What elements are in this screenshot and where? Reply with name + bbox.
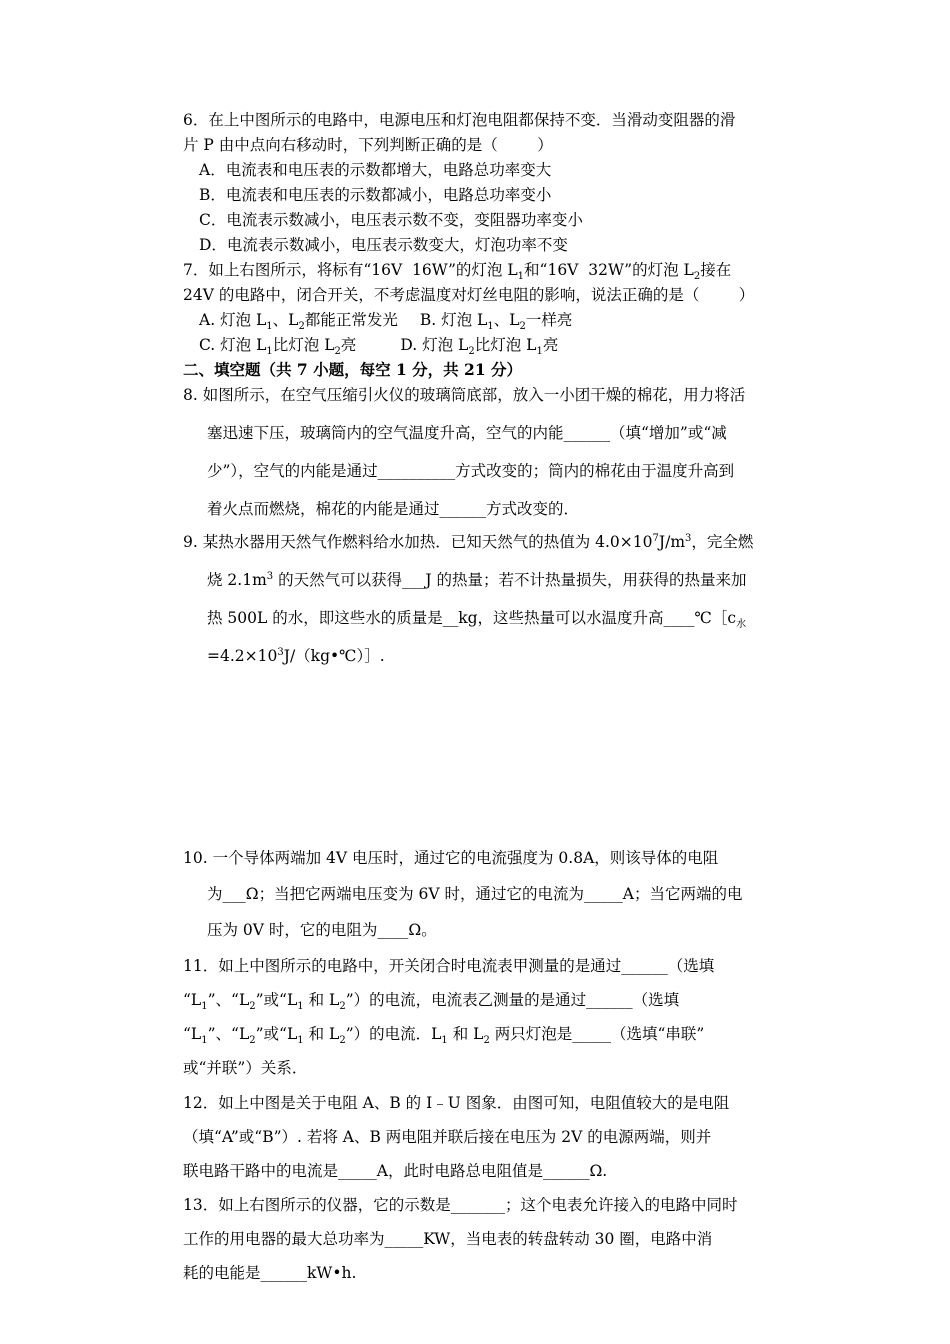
q11-line2: “$L_1$”、“$L_2$”或“$L_1$ 和 $L_2$”）的电流，电流表乙测量的是通过______（选填 <box>183 991 680 1013</box>
q9-line4: $=4.2\times 10^3J/(kg•℃)]$. <box>207 646 385 665</box>
q6-option-a: A．电流表和电压表的示数都增大，电路总功率变大 <box>199 161 552 179</box>
q6-option-b: B．电流表和电压表的示数都减小，电路总功率变小 <box>199 186 552 204</box>
q6-line1: 6．在上中图所示的电路中，电源电压和灯泡电阻都保持不变．当滑动变阻器的滑 <box>183 111 736 129</box>
q11-line3: “$L_1$”、“$L_2$”或“$L_1$ 和 $L_2$”）的电流．$L_1$ 和 $L_2$ 两只灯泡是_____（选填“串联” <box>183 1025 705 1047</box>
q8-line1: 8. 如图所示，在空气压缩引火仪的玻璃筒底部，放入一小团干燥的棉花，用力将活 <box>183 386 746 404</box>
q13-line1: 13．如上右图所示的仪器，它的示数是_______；这个电表允许接入的电路中同时 <box>183 1196 738 1214</box>
q10-line2: 为___Ω；当把它两端电压变为 6V 时，通过它的电流为_____A；当它两端的电 <box>207 885 743 903</box>
q12-line2: （填“A”或“B”）. 若将 A、B 两电阻并联后接在电压为 2V 的电源两端，则并 <box>183 1128 712 1146</box>
q9-line3: 热 500L 的水，即这些水的质量是__kg，这些热量可以水温度升高$\_\_\_\_℃[c_水$ <box>207 609 747 631</box>
q7-option-c: C. 灯泡 $L_1$比灯泡 $L_2$亮 <box>199 336 357 358</box>
section-title: 二、填空题（共 7 小题，每空 1 分，共 21 分） <box>183 360 523 379</box>
q9-line2: 烧 $2.1m^3$ 的天然气可以获得___J 的热量；若不计热量损失，用获得的热量来加 <box>207 570 747 589</box>
q7-option-a: A. 灯泡 $L_1$、$L_2$都能正常发光 <box>199 311 398 333</box>
q7-line1: 7．如上右图所示，将标有“16V 16W”的灯泡 $L_1$和“16V 32W”的灯泡 $L_2$接在 <box>183 261 732 283</box>
q7-options-cd <box>199 335 559 358</box>
q11-line4: 或“并联”）关系． <box>183 1059 308 1077</box>
q7-option-b: B. 灯泡 $L_1$、$L_2$一样亮 <box>419 311 573 333</box>
q12-line3: 联电路干路中的电流是_____A，此时电路总电阻值是______Ω. <box>183 1162 608 1180</box>
q12-line1: 12．如上中图是关于电阻 A、B 的 I﹣U 图象．由图可知，电阻值较大的是电阻 <box>183 1094 730 1112</box>
q10-line3: 压为 0V 时，它的电阻为____Ω。 <box>207 921 437 939</box>
q7-line2: 24V 的电路中，闭合开关，不考虑温度对灯丝电阻的影响，说法正确的是（ ） <box>183 286 755 304</box>
q7-option-d: D. 灯泡 $L_2$比灯泡 $L_1$亮 <box>400 336 559 358</box>
q9-line1: 9. 某热水器用天然气作燃料给水加热．已知天然气的热值为 $4.0\times 10^7J/m^3$，完全燃 <box>183 532 754 551</box>
q10-line1: 10. 一个导体两端加 4V 电压时，通过它的电流强度为 0.8A，则该导体的电阻 <box>183 849 719 867</box>
q13-line2: 工作的用电器的最大总功率为_____KW，当电表的转盘转动 30 圈，电路中消 <box>183 1230 713 1248</box>
q7-options-ab <box>199 310 573 333</box>
q11-line1: 11．如上中图所示的电路中，开关闭合时电流表甲测量的是通过______（选填 <box>183 957 715 975</box>
q8-line3: 少”），空气的内能是通过__________方式改变的；筒内的棉花由于温度升高到 <box>207 462 735 480</box>
q13-line3: 耗的电能是______kW•h. <box>183 1264 357 1282</box>
q8-line2: 塞迅速下压，玻璃筒内的空气温度升高，空气的内能______（填“增加”或“减 <box>207 424 727 442</box>
q6-option-c: C．电流表示数减小，电压表示数不变，变阻器功率变小 <box>199 211 583 229</box>
q6-option-d: D．电流表示数减小，电压表示数变大，灯泡功率不变 <box>199 236 568 254</box>
q8-line4: 着火点而燃烧，棉花的内能是通过______方式改变的． <box>207 500 580 518</box>
q6-line2: 片 P 由中点向右移动时，下列判断正确的是（ ） <box>183 136 553 154</box>
